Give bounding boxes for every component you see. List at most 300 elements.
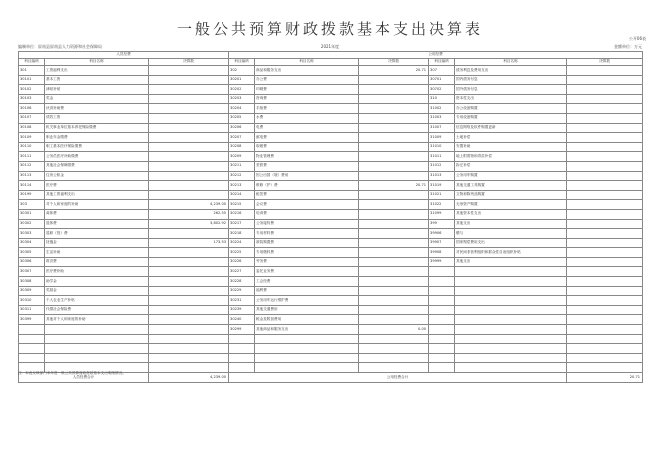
personnel-amount-cell [149, 123, 229, 133]
col-header-name: 科目名称 [45, 59, 149, 66]
personnel-code-cell: 30101 [19, 75, 45, 85]
capital-code-cell: 31099 [429, 209, 455, 219]
personnel-name-cell: 职业年金缴费 [45, 133, 149, 143]
public-amount-cell [359, 152, 429, 162]
table-row [19, 334, 643, 344]
capital-code-cell [429, 315, 455, 325]
personnel-amount-cell [149, 75, 229, 85]
personnel-amount-cell [149, 229, 229, 239]
capital-code-cell [429, 305, 455, 315]
personnel-code-cell: 30306 [19, 257, 45, 267]
public-code-cell: 30201 [229, 75, 255, 85]
capital-amount-cell [567, 113, 643, 123]
personnel-code-cell: 30399 [19, 315, 45, 325]
public-amount-cell: 20.71 [359, 181, 429, 191]
personnel-name-cell [45, 325, 149, 335]
capital-code-cell: 31012 [429, 161, 455, 171]
public-name-cell: 其他交通费用 [255, 305, 359, 315]
personnel-amount-cell [149, 344, 229, 354]
public-amount-cell [359, 229, 429, 239]
capital-name-cell [455, 344, 567, 354]
form-number: 公开06表 [628, 36, 646, 41]
public-name-cell: 被装购置费 [255, 238, 359, 248]
capital-name-cell: 赠与 [455, 229, 567, 239]
table-body [19, 66, 643, 373]
personnel-code-cell: 30309 [19, 286, 45, 296]
capital-name-cell: 信息网络及软件购置更新 [455, 123, 567, 133]
column-header-row [19, 59, 643, 66]
capital-amount-cell [567, 94, 643, 104]
col-header-amount: 决算数 [567, 59, 643, 66]
col-header-code: 科目编码 [19, 59, 45, 66]
report-title: 一般公共预算财政拨款基本支出决算表 [176, 20, 483, 38]
capital-code-cell: 39908 [429, 248, 455, 258]
personnel-total-label: 人员经费合计 [19, 373, 149, 383]
capital-name-cell: 其他支出 [455, 257, 567, 267]
personnel-name-cell: 津贴补贴 [45, 85, 149, 95]
capital-name-cell [455, 305, 567, 315]
table-row [19, 267, 643, 277]
capital-amount-cell [567, 123, 643, 133]
public-amount-cell [359, 94, 429, 104]
unit-label: 编制单位：屏南县屏南县人力资源和社会保障局 [18, 44, 102, 49]
personnel-name-cell: 基本工资 [45, 75, 149, 85]
capital-amount-cell [567, 75, 643, 85]
capital-code-cell [429, 353, 455, 363]
capital-code-cell [429, 363, 455, 373]
table-row [19, 248, 643, 258]
personnel-code-cell: 30301 [19, 209, 45, 219]
capital-code-cell: 307 [429, 66, 455, 76]
capital-amount-cell [567, 238, 643, 248]
personnel-name-cell: 医疗费补助 [45, 267, 149, 277]
personnel-code-cell: 30311 [19, 305, 45, 315]
personnel-code-cell: 30113 [19, 171, 45, 181]
capital-amount-cell [567, 267, 643, 277]
public-name-cell: 邮电费 [255, 133, 359, 143]
personnel-code-cell: 30109 [19, 133, 45, 143]
capital-amount-cell [567, 353, 643, 363]
personnel-amount-cell [149, 152, 229, 162]
capital-amount-cell [567, 85, 643, 95]
table-row [19, 66, 643, 76]
personnel-code-cell: 30303 [19, 229, 45, 239]
personnel-amount-cell [149, 133, 229, 143]
public-amount-cell [359, 353, 429, 363]
public-name-cell: 物业管理费 [255, 152, 359, 162]
public-total-value: 20.71 [567, 373, 643, 383]
public-code-cell: 30240 [229, 315, 255, 325]
personnel-name-cell: 退休费 [45, 219, 149, 229]
public-code-cell: 30203 [229, 94, 255, 104]
capital-name-cell: 安置补助 [455, 142, 567, 152]
public-code-cell: 30206 [229, 123, 255, 133]
public-name-cell [255, 334, 359, 344]
public-name-cell: 印刷费 [255, 85, 359, 95]
personnel-code-cell: 30107 [19, 113, 45, 123]
capital-code-cell [429, 334, 455, 344]
capital-code-cell [429, 296, 455, 306]
capital-code-cell: 399 [429, 219, 455, 229]
capital-name-cell: 资本性支出 [455, 94, 567, 104]
personnel-name-cell: 助学金 [45, 277, 149, 287]
personnel-name-cell: 救济费 [45, 257, 149, 267]
public-amount-cell [359, 363, 429, 373]
public-section-header: 公用经费 [229, 52, 643, 59]
personnel-amount-cell [149, 286, 229, 296]
capital-amount-cell [567, 142, 643, 152]
capital-amount-cell [567, 277, 643, 287]
personnel-amount-cell [149, 142, 229, 152]
personnel-name-cell: 其他对个人和家庭的补助 [45, 315, 149, 325]
capital-code-cell: 30702 [429, 85, 455, 95]
capital-name-cell: 债务利息及费用支出 [455, 66, 567, 76]
personnel-amount-cell [149, 248, 229, 258]
public-name-cell: 专用燃料费 [255, 248, 359, 258]
public-code-cell: 30229 [229, 286, 255, 296]
public-code-cell [229, 334, 255, 344]
table-row [19, 142, 643, 152]
capital-name-cell: 国外债务付息 [455, 85, 567, 95]
public-code-cell: 30214 [229, 190, 255, 200]
table-row [19, 94, 643, 104]
table-row [19, 171, 643, 181]
table-row [19, 277, 643, 287]
table-row [19, 286, 643, 296]
public-name-cell: 电费 [255, 123, 359, 133]
capital-code-cell: 31007 [429, 123, 455, 133]
public-code-cell: 30211 [229, 161, 255, 171]
personnel-name-cell: 职工基本医疗保险缴费 [45, 142, 149, 152]
public-amount-cell [359, 133, 429, 143]
personnel-code-cell: 30106 [19, 104, 45, 114]
capital-name-cell: 专用设备购置 [455, 113, 567, 123]
public-code-cell: 30204 [229, 104, 255, 114]
public-name-cell: 公务接待费 [255, 219, 359, 229]
public-name-cell: 会议费 [255, 200, 359, 210]
capital-code-cell: 31010 [429, 142, 455, 152]
personnel-code-cell: 30103 [19, 94, 45, 104]
personnel-amount-cell [149, 161, 229, 171]
personnel-amount-cell [149, 257, 229, 267]
public-code-cell: 30208 [229, 142, 255, 152]
capital-name-cell [455, 363, 567, 373]
public-name-cell: 工会经费 [255, 277, 359, 287]
capital-amount-cell [567, 152, 643, 162]
personnel-amount-cell [149, 296, 229, 306]
table-row [19, 325, 643, 335]
table-row [19, 75, 643, 85]
personnel-code-cell: 303 [19, 200, 45, 210]
capital-code-cell: 31011 [429, 152, 455, 162]
capital-code-cell: 31009 [429, 133, 455, 143]
personnel-code-cell: 301 [19, 66, 45, 76]
personnel-code-cell: 30307 [19, 267, 45, 277]
table-row [19, 353, 643, 363]
personnel-amount-cell [149, 305, 229, 315]
capital-amount-cell [567, 296, 643, 306]
section-header-row [19, 52, 643, 59]
col-header-code: 科目编码 [229, 59, 255, 66]
personnel-amount-cell [149, 94, 229, 104]
public-amount-cell [359, 286, 429, 296]
public-name-cell: 租赁费 [255, 190, 359, 200]
personnel-amount-cell [149, 113, 229, 123]
personnel-amount-cell: 173.53 [149, 238, 229, 248]
personnel-amount-cell [149, 315, 229, 325]
public-name-cell: 委托业务费 [255, 267, 359, 277]
capital-name-cell [455, 325, 567, 335]
public-name-cell: 因公出国（境）费用 [255, 171, 359, 181]
capital-amount-cell [567, 200, 643, 210]
personnel-code-cell: 30110 [19, 142, 45, 152]
footnote: 注：本表反映部门本年度一般公共预算财政拨款基本支出明细情况。 [18, 371, 126, 375]
public-code-cell [229, 363, 255, 373]
col-header-amount: 决算数 [359, 59, 429, 66]
public-code-cell: 302 [229, 66, 255, 76]
public-name-cell: 福利费 [255, 286, 359, 296]
expenditure-table [18, 51, 643, 383]
capital-name-cell: 其他支出 [455, 219, 567, 229]
capital-code-cell: 31021 [429, 190, 455, 200]
capital-name-cell: 其他交通工具购置 [455, 181, 567, 191]
capital-amount-cell [567, 363, 643, 373]
personnel-name-cell: 医疗费 [45, 181, 149, 191]
public-amount-cell [359, 123, 429, 133]
public-name-cell: 维修（护）费 [255, 181, 359, 191]
capital-name-cell: 国家赔偿费用支出 [455, 238, 567, 248]
public-amount-cell: 20.71 [359, 66, 429, 76]
public-amount-cell [359, 171, 429, 181]
personnel-amount-cell [149, 334, 229, 344]
public-amount-cell [359, 305, 429, 315]
personnel-name-cell: 住房公积金 [45, 171, 149, 181]
personnel-name-cell [45, 334, 149, 344]
personnel-code-cell [19, 353, 45, 363]
capital-name-cell [455, 267, 567, 277]
table-row [19, 152, 643, 162]
capital-name-cell: 拆迁补偿 [455, 161, 567, 171]
capital-amount-cell [567, 325, 643, 335]
capital-name-cell: 无形资产购置 [455, 200, 567, 210]
public-amount-cell [359, 267, 429, 277]
capital-code-cell: 310 [429, 94, 455, 104]
capital-name-cell: 对民间非营利组织和群众性自治组织补贴 [455, 248, 567, 258]
personnel-code-cell: 30112 [19, 161, 45, 171]
capital-amount-cell [567, 248, 643, 258]
public-amount-cell [359, 75, 429, 85]
personnel-amount-cell [149, 85, 229, 95]
public-code-cell: 30231 [229, 296, 255, 306]
personnel-code-cell [19, 344, 45, 354]
table-row [19, 257, 643, 267]
capital-amount-cell [567, 133, 643, 143]
public-code-cell: 30209 [229, 152, 255, 162]
public-code-cell: 30226 [229, 257, 255, 267]
public-code-cell [229, 344, 255, 354]
public-amount-cell [359, 209, 429, 219]
capital-name-cell [455, 353, 567, 363]
capital-name-cell: 国内债务付息 [455, 75, 567, 85]
public-code-cell: 30205 [229, 113, 255, 123]
personnel-code-cell: 30304 [19, 238, 45, 248]
public-amount-cell [359, 334, 429, 344]
money-unit-label: 金额单位：万元 [614, 44, 642, 49]
personnel-amount-cell [149, 171, 229, 181]
public-amount-cell [359, 219, 429, 229]
col-header-name: 科目名称 [255, 59, 359, 66]
capital-amount-cell [567, 257, 643, 267]
personnel-name-cell: 生活补助 [45, 248, 149, 258]
personnel-code-cell: 30308 [19, 277, 45, 287]
personnel-code-cell [19, 325, 45, 335]
year-label: 2021年度 [320, 44, 340, 49]
personnel-name-cell: 奖励金 [45, 286, 149, 296]
table-row [19, 133, 643, 143]
personnel-name-cell [45, 344, 149, 354]
personnel-name-cell: 个人农业生产补贴 [45, 296, 149, 306]
capital-name-cell: 文物和陈列品购置 [455, 190, 567, 200]
personnel-amount-cell [149, 277, 229, 287]
public-name-cell: 税金及附加费用 [255, 315, 359, 325]
public-name-cell: 培训费 [255, 209, 359, 219]
capital-name-cell [455, 315, 567, 325]
personnel-amount-cell [149, 190, 229, 200]
public-code-cell: 30299 [229, 325, 255, 335]
public-amount-cell: 0.00 [359, 325, 429, 335]
table-row [19, 181, 643, 191]
personnel-amount-cell: 4,239.00 [149, 200, 229, 210]
public-amount-cell [359, 142, 429, 152]
public-amount-cell [359, 190, 429, 200]
public-code-cell: 30225 [229, 248, 255, 258]
personnel-code-cell: 30302 [19, 219, 45, 229]
capital-name-cell: 地上附着物和青苗补偿 [455, 152, 567, 162]
public-amount-cell [359, 161, 429, 171]
personnel-name-cell: 伙食补助费 [45, 104, 149, 114]
personnel-code-cell: 30111 [19, 152, 45, 162]
public-name-cell [255, 353, 359, 363]
public-code-cell: 30216 [229, 209, 255, 219]
public-name-cell: 差旅费 [255, 161, 359, 171]
personnel-name-cell: 代缴社会保险费 [45, 305, 149, 315]
public-name-cell: 水费 [255, 113, 359, 123]
table-row [19, 190, 643, 200]
personnel-amount-cell [149, 325, 229, 335]
capital-code-cell [429, 286, 455, 296]
public-name-cell: 专用材料费 [255, 229, 359, 239]
table-row [19, 315, 643, 325]
public-amount-cell [359, 315, 429, 325]
capital-amount-cell [567, 66, 643, 76]
public-name-cell [255, 363, 359, 373]
personnel-amount-cell [149, 353, 229, 363]
capital-amount-cell [567, 219, 643, 229]
personnel-name-cell: 公务员医疗补助缴费 [45, 152, 149, 162]
public-name-cell: 咨询费 [255, 94, 359, 104]
public-name-cell: 办公费 [255, 75, 359, 85]
personnel-code-cell: 30114 [19, 181, 45, 191]
public-amount-cell [359, 257, 429, 267]
personnel-total-value: 4,239.00 [149, 373, 229, 383]
capital-name-cell: 办公设备购置 [455, 104, 567, 114]
capital-code-cell: 31002 [429, 104, 455, 114]
table-row [19, 85, 643, 95]
capital-amount-cell [567, 286, 643, 296]
personnel-amount-cell: 262.55 [149, 209, 229, 219]
public-amount-cell [359, 296, 429, 306]
capital-code-cell: 39906 [429, 229, 455, 239]
personnel-name-cell: 其他工资福利支出 [45, 190, 149, 200]
public-name-cell: 商品和服务支出 [255, 66, 359, 76]
personnel-code-cell: 30310 [19, 296, 45, 306]
personnel-section-header: 人员经费 [19, 52, 229, 59]
personnel-code-cell: 30108 [19, 123, 45, 133]
capital-code-cell [429, 344, 455, 354]
capital-amount-cell [567, 161, 643, 171]
table-row [19, 200, 643, 210]
table-row [19, 123, 643, 133]
public-name-cell: 其他商品和服务支出 [255, 325, 359, 335]
personnel-code-cell: 30199 [19, 190, 45, 200]
personnel-name-cell: 奖金 [45, 94, 149, 104]
capital-amount-cell [567, 209, 643, 219]
personnel-name-cell: 离休费 [45, 209, 149, 219]
capital-amount-cell [567, 104, 643, 114]
public-code-cell: 30215 [229, 200, 255, 210]
public-code-cell: 30212 [229, 171, 255, 181]
public-amount-cell [359, 200, 429, 210]
public-code-cell: 30239 [229, 305, 255, 315]
personnel-code-cell [19, 334, 45, 344]
table-row [19, 344, 643, 354]
table-row [19, 209, 643, 219]
capital-amount-cell [567, 181, 643, 191]
table-row [19, 104, 643, 114]
public-code-cell: 30207 [229, 133, 255, 143]
public-code-cell: 30202 [229, 85, 255, 95]
public-name-cell: 手续费 [255, 104, 359, 114]
public-name-cell: 劳务费 [255, 257, 359, 267]
capital-name-cell [455, 277, 567, 287]
personnel-amount-cell [149, 267, 229, 277]
public-amount-cell [359, 113, 429, 123]
personnel-name-cell: 对个人和家庭的补助 [45, 200, 149, 210]
public-code-cell [229, 353, 255, 363]
capital-amount-cell [567, 334, 643, 344]
capital-name-cell [455, 286, 567, 296]
personnel-name-cell: 其他社会保障缴费 [45, 161, 149, 171]
capital-name-cell [455, 334, 567, 344]
capital-code-cell: 31019 [429, 181, 455, 191]
personnel-name-cell: 退职（役）费 [45, 229, 149, 239]
personnel-amount-cell: 3,802.92 [149, 219, 229, 229]
public-amount-cell [359, 344, 429, 354]
public-amount-cell [359, 85, 429, 95]
public-amount-cell [359, 104, 429, 114]
table-row [19, 219, 643, 229]
capital-code-cell [429, 277, 455, 287]
capital-name-cell: 土地补偿 [455, 133, 567, 143]
capital-code-cell [429, 267, 455, 277]
capital-code-cell [429, 325, 455, 335]
public-code-cell: 30227 [229, 267, 255, 277]
public-name-cell: 公务用车运行维护费 [255, 296, 359, 306]
public-total-label: 公用经费合计 [229, 373, 567, 383]
personnel-amount-cell [149, 181, 229, 191]
capital-code-cell: 39999 [429, 257, 455, 267]
table-row [19, 113, 643, 123]
